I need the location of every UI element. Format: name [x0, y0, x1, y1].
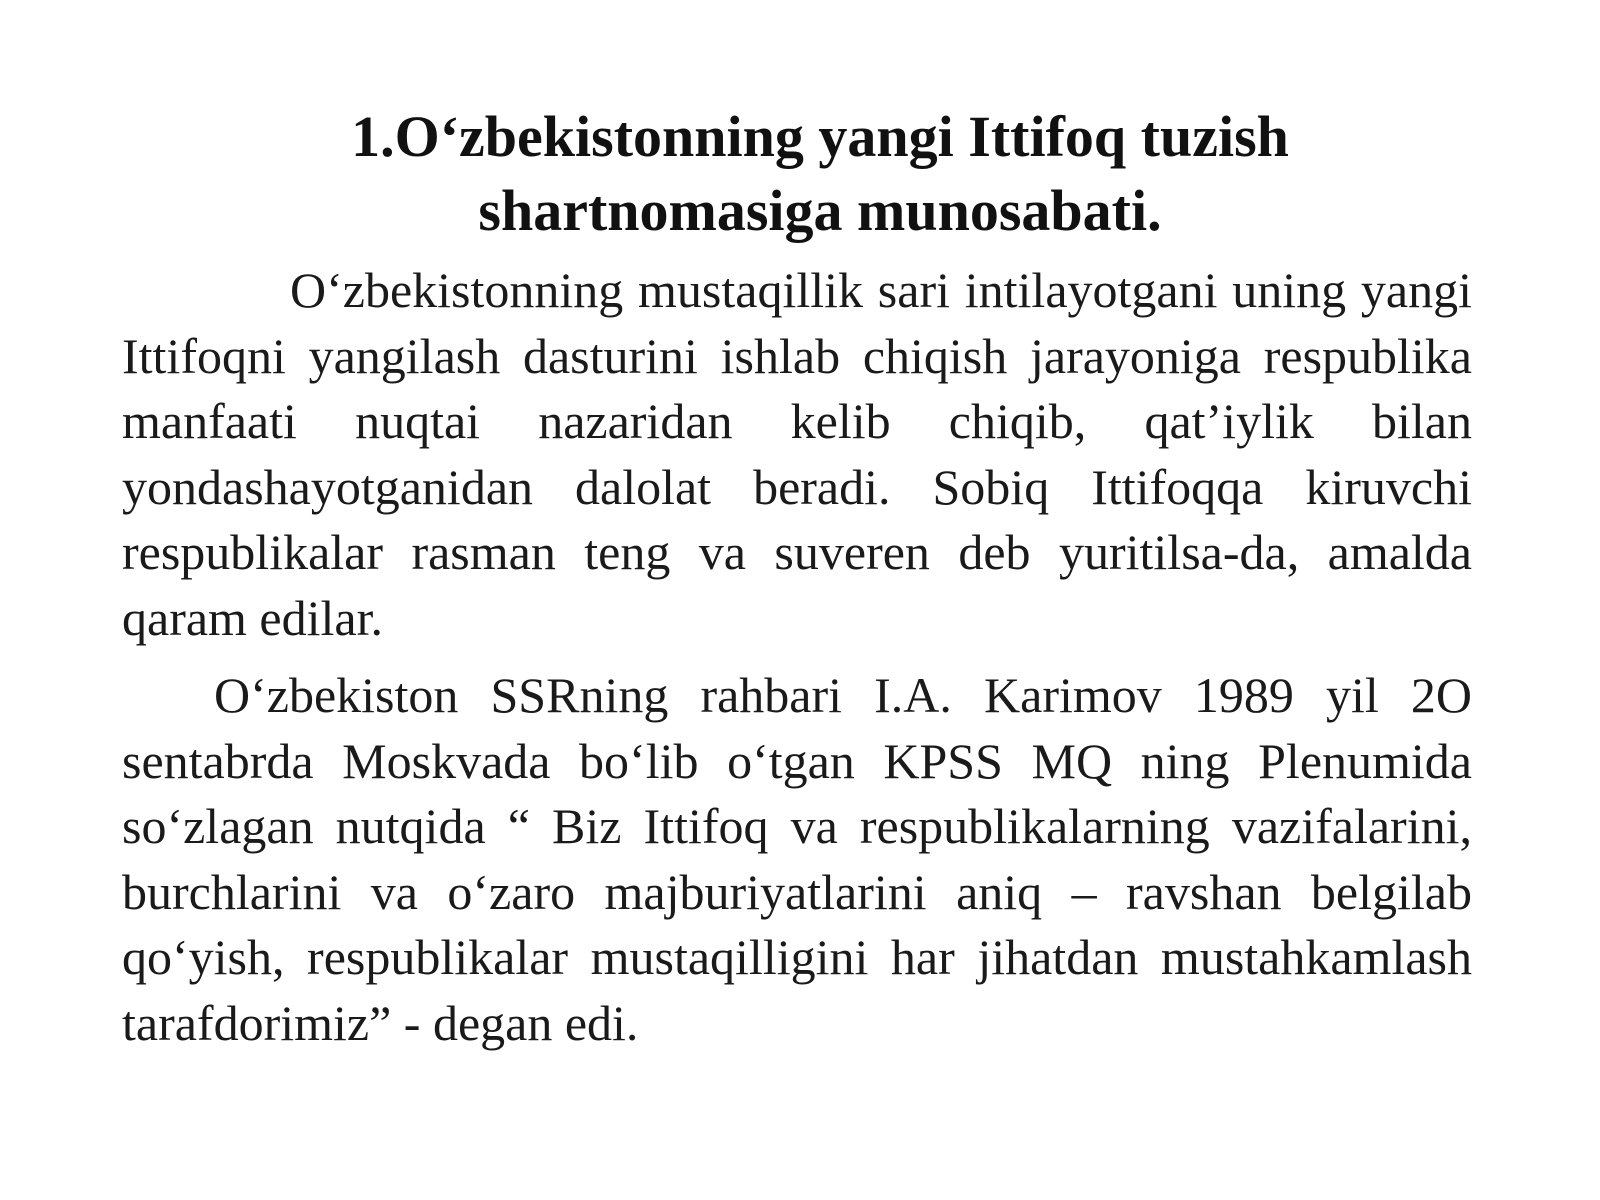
- slide-title: [260, 100, 1380, 248]
- slide-title-line-2: shartnomasiga munosabati.: [478, 178, 1162, 243]
- body-paragraph-2: O‘zbekiston SSRning rahbari I.A. Karimov 1989 yil 2O sentabrda Moskvada bo‘lib o‘tgan KPSS MQ ning Plenumida so‘zlagan nutqida “ Biz Ittifoq va respublikalarning vazifalarini, burchlarini va o‘zaro majburiyatlarini aniq – ravshan belgilab qo‘yish, respublikalar mustaqilligini har jihatdan mustahkamlash tarafdorimiz” - degan edi.: [122, 667, 1472, 1051]
- slide-title-line-1: 1.O‘zbekistonning yangi Ittifoq tuzish: [351, 104, 1289, 169]
- body-paragraph-1: O‘zbekistonning mustaqillik sari intilayotgani uning yangi Ittifoqni yangilash dasturini ishlab chiqish jarayoniga respublika manfaati nuqtai nazaridan kelib chiqib, qat’iylik bilan yondashayotganidan dalolat beradi. Sobiq Ittifoqqa kiruvchi respublikalar rasman teng va suveren deb yuritilsa-da, amalda qaram edilar.: [122, 262, 1472, 646]
- slide-body: [122, 258, 1472, 1056]
